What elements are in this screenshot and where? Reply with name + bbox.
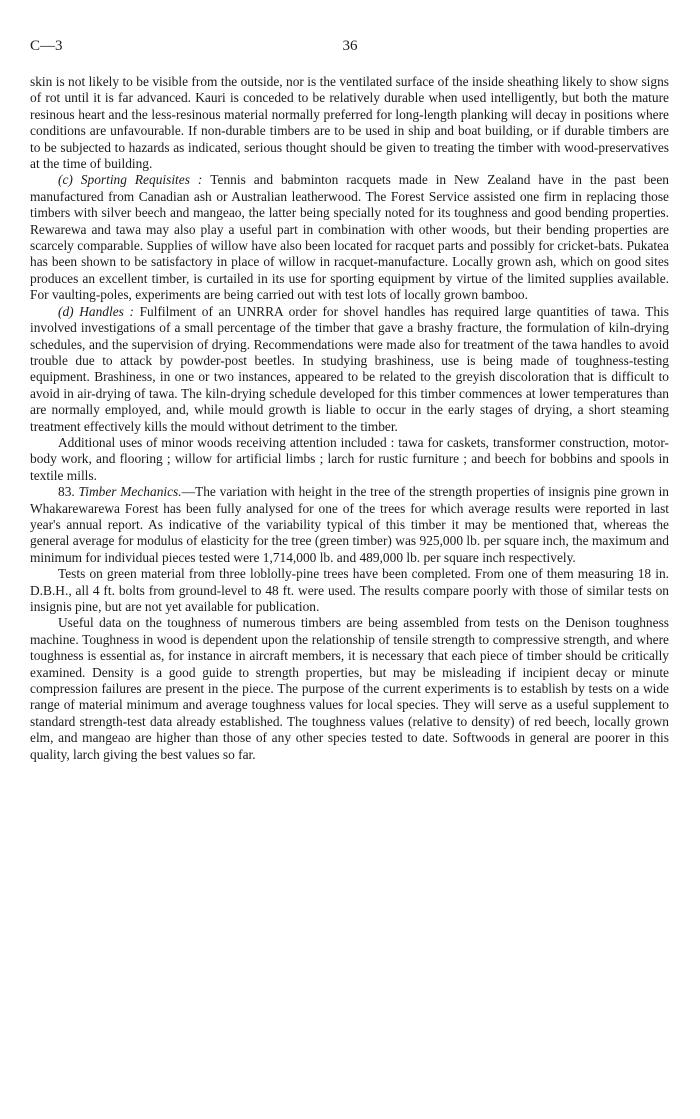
- paragraph-text: Tennis and babminton racquets made in New Zealand have in the past been manufactured from Canadian ash or Australian leatherwood. The Forest Service assisted one firm in replacing those timbers with silver beech and mangeao, the latter being specially noted for its toughness and good bending properties. Rewarewa and tawa may also play a useful part in combination with other woods, but their bending properties are scarcely comparable. Supplies of willow have also been located for racquet parts and possibly for cricket-bats. Pukatea has been shown to be satisfactory in place of willow in racquet-manufacture. Locally grown ash, which on good sites produces an excellent timber, is curtailed in its use for sporting equipment by virtue of the limited supplies available. For vaulting-poles, experiments are being carried out with test lots of locally grown bamboo.: [30, 172, 669, 303]
- paragraph-text: —The variation with height in the tree of the strength properties of insignis pine grown in Whakarewarewa Forest has been fully analysed for one of the trees for which average results were reported in last year's annual report. As indicative of the variability typical of this timber it may be mentioned that, whereas the general average for modulus of elasticity for the tree (green timber) was 925,000 lb. per square inch, the maximum and minimum for individual pieces tested were 1,714,000 lb. and 489,000 lb. per square inch respectively.: [30, 484, 670, 565]
- page-number: 36: [342, 38, 358, 54]
- paragraph-text: skin is not likely to be visible from the outside, nor is the ventilated surface of the inside sheathing likely to show signs of rot until it is far advanced. Kauri is conceded to be relatively durable when used intelligently, but both the mature resinous heart and the less-resinous material normally preferred for long-length planking will decay in positions where conditions are unfavourable. If non-durable timbers are to be used in ship and boat building, or if durable timbers are to be subjected to hazards as indicated, serious thought should be given to treating the timber with wood-preservatives at the time of building.: [30, 74, 669, 172]
- page-header: [30, 38, 670, 58]
- paragraph-sporting-requisites: [30, 172, 669, 303]
- paragraph-text: Fulfilment of an UNRRA order for shovel handles has required large quantities of tawa. This involved investigations of a small percentage of the timber that gave a brashy fracture, the formulation of kiln-drying schedules, and the supervision of drying. Recommendations were made also for treatment of the tawa handles to avoid trouble due to attack by powder-post beetles. In studying brashiness, use is being made of toughness-testing equipment. Brashiness, in one or two instances, appeared to be related to the greyish discoloration that is difficult to avoid in air-drying of tawa. The kiln-drying schedule developed for this timber commences at lower temperatures than are normally employed, and, while mould growth is liable to occur in the early stages of drying, a short steaming treatment effectively kills the mould without detriment to the timber.: [30, 303, 669, 434]
- section-reference: C—3: [30, 38, 63, 54]
- paragraph-text: Additional uses of minor woods receiving attention included : tawa for caskets, transformer construction, motor-body work, and flooring ; willow for artificial limbs ; larch for rustic furniture ; and beech for bobbins and spools in textile mills.: [30, 434, 669, 483]
- paragraph-text: Useful data on the toughness of numerous timbers are being assembled from tests on the Denison toughness machine. Toughness in wood is dependent upon the relationship of tensile strength to compressive strength, and where toughness is essential as, for instance in aircraft members, it is necessary that each piece of timber should be critically examined. Density is a good guide to strength properties, but may be misleading if incipient decay or minute compression failures are present in the piece. The purpose of the current experiments is to establish by tests on a wide range of material minimum and average toughness values for local species. They will serve as a useful supplement to standard strength-test data already established. The toughness values (relative to density) of red beech, locally grown elm, and mangeao are higher than those of any other species tested to date. Softwoods in general are poorer in this quality, larch giving the best values so far.: [30, 615, 669, 762]
- paragraph-handles: [30, 304, 669, 435]
- section-number: 83.: [58, 484, 79, 500]
- paragraph-heading: Timber Mechanics.: [78, 484, 182, 500]
- paragraph-ship-building-continued: [30, 74, 669, 172]
- paragraph-timber-mechanics: [30, 484, 669, 566]
- paragraph-heading: (c) Sporting Requisites :: [58, 172, 211, 188]
- paragraph-text: Tests on green material from three loblolly-pine trees have been completed. From one of them measuring 18 in. D.B.H., all 4 ft. bolts from ground-level to 48 ft. were used. The results compare poorly with those of similar tests on insignis pine, but are not yet available for publication.: [30, 566, 669, 614]
- paragraph-toughness-data: [30, 615, 669, 763]
- body-text: [30, 74, 669, 763]
- paragraph-heading: (d) Handles :: [58, 303, 140, 319]
- paragraph-loblolly-pine-tests: [30, 566, 669, 615]
- paragraph-additional-uses: [30, 435, 669, 484]
